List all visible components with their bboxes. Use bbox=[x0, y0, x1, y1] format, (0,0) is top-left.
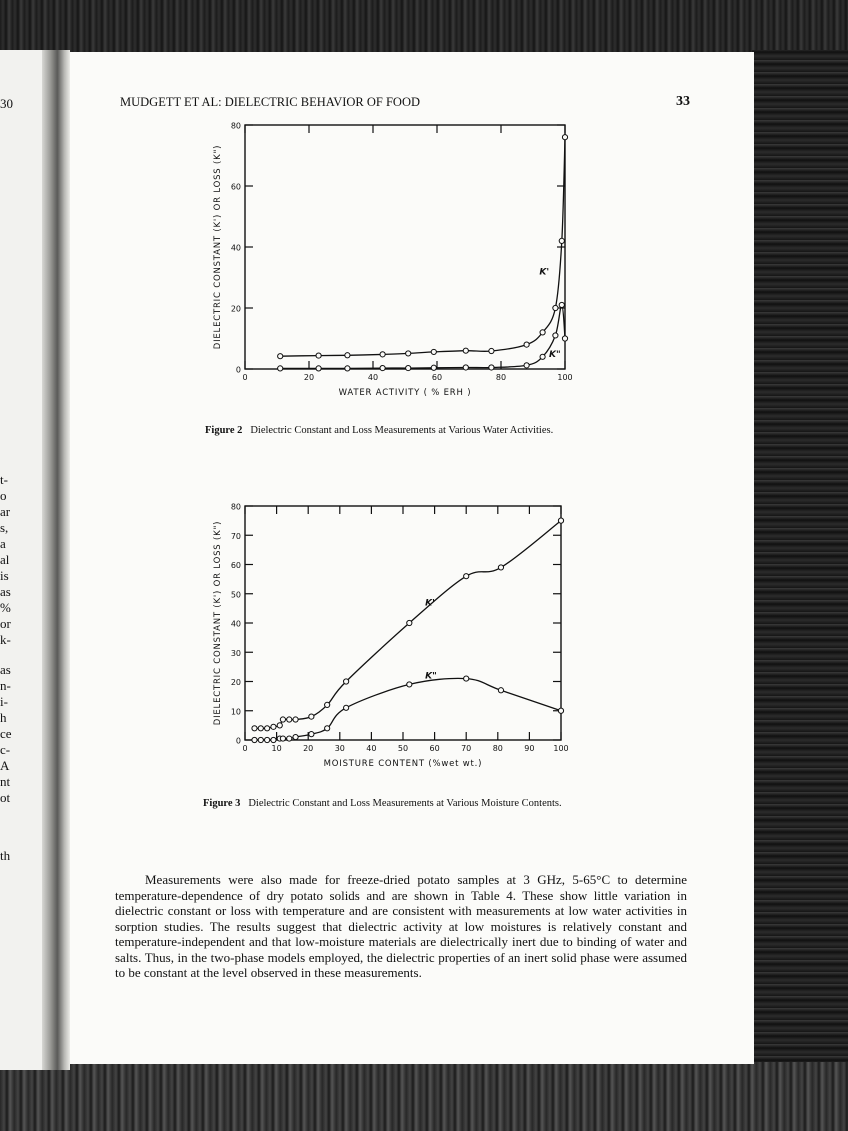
plot-frame bbox=[245, 125, 565, 369]
data-point bbox=[407, 620, 412, 625]
y-tick-label: 60 bbox=[230, 561, 241, 570]
figure-3-chart bbox=[195, 496, 585, 780]
x-tick-label: 100 bbox=[557, 373, 573, 382]
left-fragment: A bbox=[0, 758, 10, 773]
data-point bbox=[463, 348, 468, 353]
data-point bbox=[562, 336, 567, 341]
data-point bbox=[431, 349, 436, 354]
data-point bbox=[380, 365, 385, 370]
data-point bbox=[258, 726, 263, 731]
left-fragment: a bbox=[0, 536, 6, 551]
data-point bbox=[344, 679, 349, 684]
series-line-k-double-prime bbox=[280, 305, 565, 369]
data-point bbox=[316, 366, 321, 371]
data-point bbox=[553, 333, 558, 338]
data-point bbox=[293, 717, 298, 722]
data-point bbox=[540, 330, 545, 335]
left-fragment: h bbox=[0, 710, 7, 725]
data-point bbox=[489, 348, 494, 353]
data-point bbox=[265, 737, 270, 742]
left-fragment: ce bbox=[0, 726, 12, 741]
data-point bbox=[309, 714, 314, 719]
x-tick-label: 60 bbox=[429, 744, 440, 753]
data-point bbox=[489, 365, 494, 370]
body-paragraph: Measurements were also made for freeze-dried potato samples at 3 GHz, 5-65°C to determine temperature-dependence of dry potato solids and are shown in Table 4. These show little variation in dielectric constant or loss with temperature and are consistent with measurements at low water activities in sorption studies. The results suggest that dielectric activity at low moistures is relatively constant and temperature-independent and that low-moisture materials are dielectrically inert due to binding of water and salts. Thus, in the two-phase models employed, the dielectric properties of an inert solid phase were assumed to be constant at the level observed in these measurements. bbox=[115, 872, 687, 980]
left-fragment: nt bbox=[0, 774, 11, 789]
data-point bbox=[524, 342, 529, 347]
y-tick-label: 10 bbox=[230, 707, 241, 717]
x-tick-label: 20 bbox=[303, 373, 315, 382]
scan-right-edge bbox=[752, 50, 848, 1080]
data-point bbox=[278, 366, 283, 371]
series-label: K" bbox=[425, 671, 437, 682]
data-point bbox=[309, 732, 314, 737]
left-fragment: i- bbox=[0, 694, 8, 709]
data-point bbox=[558, 708, 563, 713]
x-tick-label: 40 bbox=[366, 744, 377, 753]
x-axis-label: MOISTURE CONTENT (%wet wt.) bbox=[323, 759, 483, 769]
data-point bbox=[345, 353, 350, 358]
y-tick-label: 80 bbox=[230, 121, 241, 131]
x-tick-label: 30 bbox=[334, 744, 345, 753]
y-tick-label: 70 bbox=[230, 531, 241, 541]
left-fragment: ar bbox=[0, 504, 11, 519]
body-paragraph-block bbox=[115, 872, 687, 981]
left-fragment: c- bbox=[0, 742, 11, 757]
y-tick-label: 30 bbox=[230, 648, 241, 658]
data-point bbox=[406, 365, 411, 370]
figure-2-caption bbox=[205, 424, 665, 437]
x-tick-label: 60 bbox=[431, 373, 443, 382]
data-point bbox=[431, 365, 436, 370]
left-fragment: n- bbox=[0, 678, 11, 693]
left-fragment: th bbox=[0, 848, 11, 863]
data-point bbox=[498, 688, 503, 693]
data-point bbox=[265, 726, 270, 731]
data-point bbox=[407, 682, 412, 687]
series-label: K' bbox=[539, 267, 550, 278]
y-tick-label: 50 bbox=[230, 590, 241, 600]
data-point bbox=[280, 717, 285, 722]
y-axis-label: DIELECTRIC CONSTANT (K') OR LOSS (K") bbox=[213, 520, 223, 726]
scan-top-edge bbox=[0, 0, 848, 60]
x-tick-label: 0 bbox=[242, 373, 248, 382]
scan-bottom-edge bbox=[0, 1062, 848, 1131]
figure-2-chart bbox=[195, 112, 585, 412]
data-point bbox=[559, 238, 564, 243]
y-axis-label: DIELECTRIC CONSTANT (K') OR LOSS (K") bbox=[213, 144, 223, 350]
data-point bbox=[325, 702, 330, 707]
x-tick-label: 100 bbox=[553, 744, 569, 753]
book-gutter bbox=[42, 50, 70, 1070]
data-point bbox=[553, 305, 558, 310]
x-tick-label: 50 bbox=[397, 744, 409, 753]
left-fragment: or bbox=[0, 616, 11, 631]
data-point bbox=[406, 351, 411, 356]
left-fragment: t- bbox=[0, 472, 8, 487]
data-point bbox=[316, 353, 321, 358]
data-point bbox=[344, 705, 349, 710]
data-point bbox=[280, 736, 285, 741]
series-label: K' bbox=[425, 598, 435, 609]
x-tick-label: 80 bbox=[492, 744, 503, 753]
data-point bbox=[562, 135, 567, 140]
running-title: MUDGETT ET AL: DIELECTRIC BEHAVIOR OF FOOD bbox=[120, 95, 421, 109]
series-line-k-double-prime bbox=[255, 678, 562, 740]
data-point bbox=[380, 352, 385, 357]
data-point bbox=[271, 737, 276, 742]
left-fragment: as bbox=[0, 662, 11, 677]
left-fragment: as bbox=[0, 584, 11, 599]
data-point bbox=[252, 737, 257, 742]
y-tick-label: 0 bbox=[235, 365, 241, 375]
data-point bbox=[464, 676, 469, 681]
data-point bbox=[498, 565, 503, 570]
y-tick-label: 40 bbox=[230, 243, 241, 253]
series-line-k-prime bbox=[280, 137, 565, 356]
figure-3-label: Figure 3 bbox=[203, 798, 241, 809]
left-fragment: % bbox=[0, 600, 11, 615]
data-point bbox=[277, 723, 282, 728]
figure-3-caption-text: Dielectric Constant and Loss Measurements at Various Moisture Contents. bbox=[248, 798, 562, 809]
data-point bbox=[271, 724, 276, 729]
data-point bbox=[287, 717, 292, 722]
data-point bbox=[559, 302, 564, 307]
y-tick-label: 20 bbox=[230, 304, 241, 314]
data-point bbox=[325, 726, 330, 731]
x-tick-label: 90 bbox=[524, 744, 535, 753]
y-tick-label: 60 bbox=[230, 182, 241, 192]
data-point bbox=[287, 736, 292, 741]
figure-2-label: Figure 2 bbox=[205, 425, 243, 436]
x-tick-label: 20 bbox=[303, 744, 314, 753]
figure-2-caption-text: Dielectric Constant and Loss Measurements at Various Water Activities. bbox=[250, 425, 554, 436]
data-point bbox=[463, 365, 468, 370]
left-fragment: al bbox=[0, 552, 10, 567]
left-fragment: k- bbox=[0, 632, 11, 647]
x-tick-label: 10 bbox=[271, 744, 282, 753]
left-fragment: ot bbox=[0, 790, 11, 805]
data-point bbox=[252, 726, 257, 731]
x-tick-label: 80 bbox=[495, 373, 507, 382]
data-point bbox=[345, 366, 350, 371]
data-point bbox=[293, 734, 298, 739]
plot-frame bbox=[245, 506, 561, 740]
data-point bbox=[524, 363, 529, 368]
y-tick-label: 20 bbox=[230, 678, 241, 687]
data-point bbox=[540, 354, 545, 359]
page-number: 33 bbox=[676, 94, 690, 109]
left-fragment: s, bbox=[0, 520, 9, 535]
data-point bbox=[258, 737, 263, 742]
y-tick-label: 80 bbox=[230, 502, 241, 512]
left-page-edge bbox=[0, 50, 42, 1070]
y-tick-label: 0 bbox=[235, 736, 241, 746]
data-point bbox=[558, 518, 563, 523]
x-tick-label: 40 bbox=[367, 373, 379, 382]
data-point bbox=[278, 354, 283, 359]
left-page-number: 30 bbox=[0, 96, 13, 111]
series-label: K" bbox=[549, 349, 561, 360]
x-axis-label: WATER ACTIVITY ( % ERH ) bbox=[338, 388, 472, 398]
left-fragment: o bbox=[0, 488, 7, 503]
x-tick-label: 0 bbox=[242, 744, 248, 753]
y-tick-label: 40 bbox=[230, 619, 241, 629]
data-point bbox=[464, 574, 469, 579]
figure-3-caption bbox=[203, 797, 608, 810]
left-fragment: is bbox=[0, 568, 9, 583]
x-tick-label: 70 bbox=[461, 744, 472, 753]
